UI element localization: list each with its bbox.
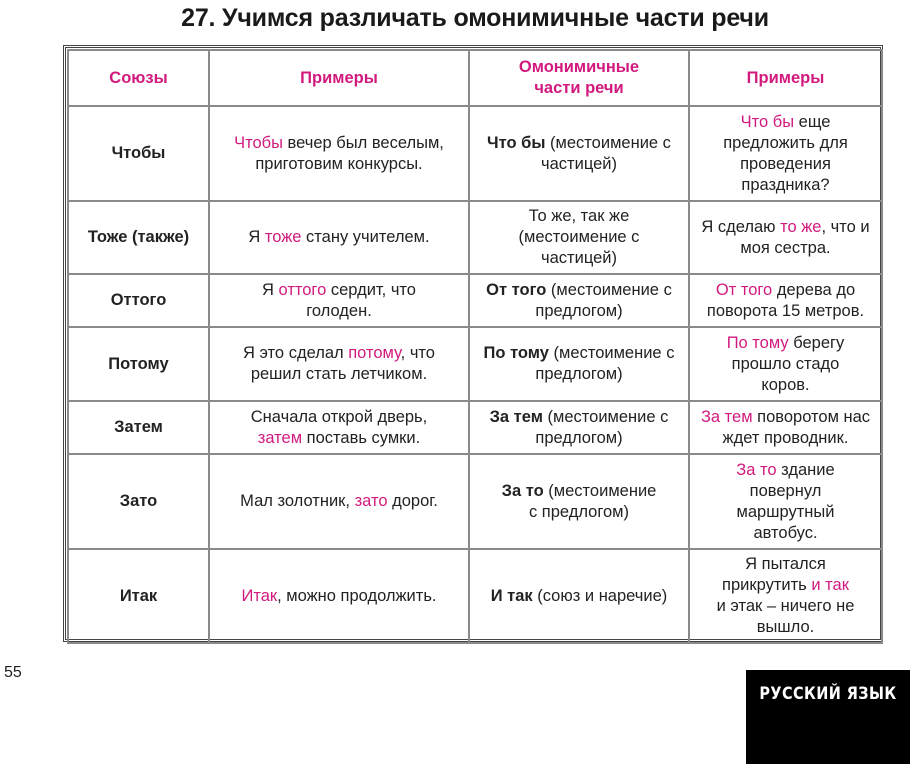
homonym-cell: За тем (местоимение с предлогом) [469,401,689,454]
homonym-example-cell: За тем поворотом нас ждет проводник. [689,401,882,454]
conjunction-cell: Зато [68,454,209,549]
homonym-example-cell: Что бы еще предложить для проведения праздника? [689,106,882,201]
table-row [68,454,882,549]
conjunction-cell: Оттого [68,274,209,327]
example-cell: Я это сделал потому, что решил стать летчиком. [209,327,469,401]
conjunction-cell: Итак [68,549,209,643]
homonym-cell: По тому (местоимение с предлогом) [469,327,689,401]
page-title: 27. Учимся различать омонимичные части речи [181,4,769,32]
conjunction-cell: Затем [68,401,209,454]
example-cell: Мал золотник, зато дорог. [209,454,469,549]
example-cell: Я оттого сердит, что голоден. [209,274,469,327]
table-row [68,401,882,454]
conjunction-cell: Тоже (также) [68,201,209,274]
subject-badge-label: РУССКИЙ ЯЗЫК [759,684,897,704]
subject-badge [746,670,910,764]
conjunction-cell: Чтобы [68,106,209,201]
homonyms-table [63,45,883,642]
highlighted-word: За то [736,460,777,479]
table-row [68,201,882,274]
header-conjunctions: Союзы [68,50,209,106]
homonym-cell: И так (союз и наречие) [469,549,689,643]
highlighted-word: За тем [700,407,753,426]
homonym-example-cell: По тому берегу прошло стадо коров. [689,327,882,401]
table-header-row [68,50,882,106]
homonym-cell: Что бы (местоимение с частицей) [469,106,689,201]
homonym-example-cell: Я пытался прикрутить и так и этак – ничего не вышло. [689,549,882,643]
example-cell: Итак, можно продолжить. [209,549,469,643]
table-row [68,274,882,327]
homonym-example-cell: От того дерева до поворота 15 метров. [689,274,882,327]
highlighted-word: Чтобы [234,133,283,152]
example-cell: Сначала открой дверь, затем поставь сумки. [209,401,469,454]
highlighted-word: оттого [278,280,327,299]
highlighted-word: От того [715,280,773,299]
highlighted-word: потому [348,344,401,362]
homonym-cell: От того (местоимение с предлогом) [469,274,689,327]
highlighted-word: затем [257,428,303,447]
highlighted-word: тоже [264,228,302,246]
page-number: 55 [4,664,22,681]
highlighted-word: Что бы [740,112,795,131]
table-row [68,327,882,401]
header-examples-2: Примеры [689,50,882,106]
highlighted-word: зато [354,492,388,510]
homonym-cell: То же, так же (местоимение с частицей) [469,201,689,274]
highlighted-word: то же [780,217,822,236]
header-examples-1: Примеры [209,50,469,106]
table-row [68,549,882,643]
highlighted-word: По тому [726,333,789,352]
header-homonyms: Омонимичные части речи [469,50,689,106]
highlighted-word: Итак [241,586,278,605]
homonym-example-cell: Я сделаю то же, что и моя сестра. [689,201,882,274]
homonym-example-cell: За то здание повернул маршрутный автобус. [689,454,882,549]
conjunction-cell: Потому [68,327,209,401]
highlighted-word: и так [811,576,849,594]
table-row [68,106,882,201]
example-cell: Я тоже стану учителем. [209,201,469,274]
example-cell: Чтобы вечер был веселым, приготовим конкурсы. [209,106,469,201]
homonym-cell: За то (местоимение с предлогом) [469,454,689,549]
